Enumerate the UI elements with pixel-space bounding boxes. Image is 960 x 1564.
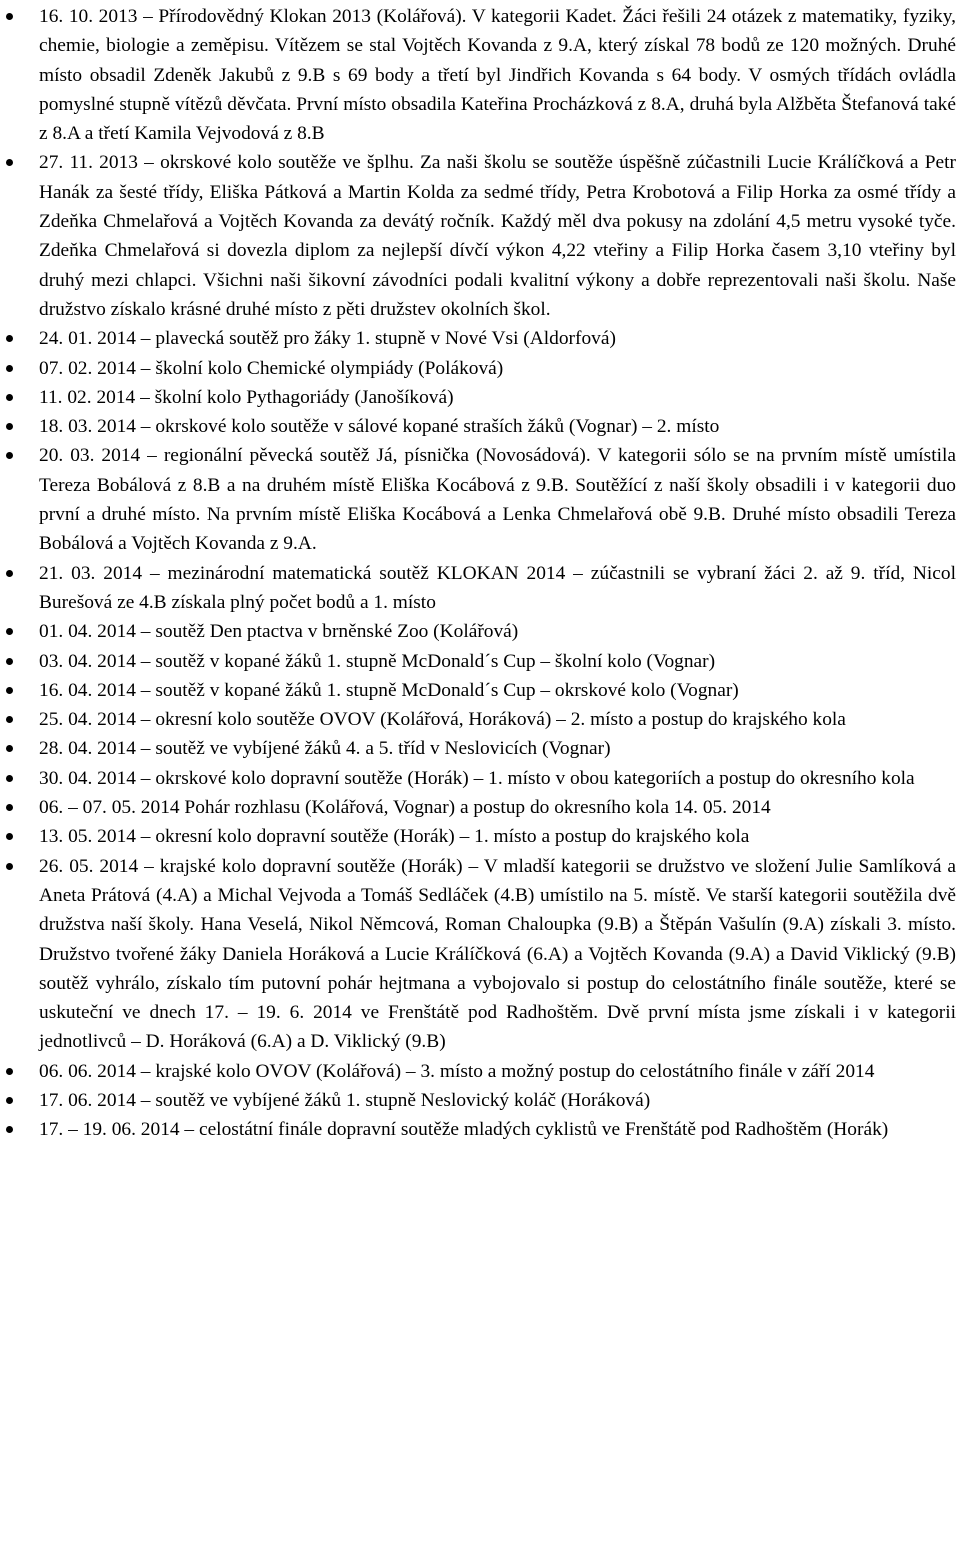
bullet-icon xyxy=(6,658,13,665)
bullet-icon xyxy=(6,745,13,752)
event-list xyxy=(0,2,960,1145)
list-item xyxy=(0,705,960,734)
list-item xyxy=(0,822,960,851)
list-item xyxy=(0,441,960,558)
list-item-text: 16. 04. 2014 – soutěž v kopané žáků 1. stupně McDonald´s Cup – okrskové kolo (Vognar) xyxy=(39,679,739,701)
list-item xyxy=(0,2,960,148)
list-item-text: 25. 04. 2014 – okresní kolo soutěže OVOV (Kolářová, Horáková) – 2. místo a postup do krajského kola xyxy=(39,709,846,731)
list-item-text: 27. 11. 2013 – okrskové kolo soutěže ve šplhu. Za naši školu se soutěže úspěšně zúčastnili Lucie Králíčková a Petr Hanák za šesté třídy, Eliška Pátková a Martin Kolda za sedmé třídy, Petra Krobotová a Filip Horka za osmé třídy a Zdeňka Chmelařová a Vojtěch Kovanda za devátý ročník. Každý měl dva pokusy na zdolání 4,5 metru vysoké tyče. Zdeňka Chmelařová si dovezla diplom za nejlepší dívčí výkon 4,22 vteřiny a Filip Horka časem 3,10 vteřiny byl druhý mezi chlapci. Všichni naši šikovní závodníci podali kvalitní výkony a dobře reprezentovali naši školu. Naše družstvo získalo krásné druhé místo z pěti družstev okolních škol. xyxy=(39,152,956,320)
list-item xyxy=(0,1086,960,1115)
list-item-text: 06. – 07. 05. 2014 Pohár rozhlasu (Kolářová, Vognar) a postup do okresního kola 14. 05. 2014 xyxy=(39,797,771,819)
list-item xyxy=(0,793,960,822)
list-item-text: 30. 04. 2014 – okrskové kolo dopravní soutěže (Horák) – 1. místo v obou kategoriích a postup do okresního kola xyxy=(39,767,915,789)
list-item-text: 24. 01. 2014 – plavecká soutěž pro žáky 1. stupně v Nové Vsi (Aldorfová) xyxy=(39,328,616,350)
bullet-icon xyxy=(6,1126,13,1133)
list-item xyxy=(0,354,960,383)
list-item xyxy=(0,676,960,705)
list-item-text: 18. 03. 2014 – okrskové kolo soutěže v sálové kopané straších žáků (Vognar) – 2. místo xyxy=(39,416,720,438)
list-item xyxy=(0,412,960,441)
list-item-text: 01. 04. 2014 – soutěž Den ptactva v brněnské Zoo (Kolářová) xyxy=(39,621,519,643)
bullet-icon xyxy=(6,863,13,870)
bullet-icon xyxy=(6,628,13,635)
bullet-icon xyxy=(6,159,13,166)
list-item-text: 26. 05. 2014 – krajské kolo dopravní soutěže (Horák) – V mladší kategorii se družstvo ve složení Julie Samlíková a Aneta Prátová (4.A) a Michal Vejvoda a Tomáš Sedláček (4.B) umístilo na 5. místě. Ve starší kategorii soutěžila dvě družstva naší školy. Hana Veselá, Nikol Němcová, Roman Chaloupka (9.B) a Štěpán Vašulín (9.A) získali 3. místo. Družstvo tvořené žáky Daniela Horáková a Lucie Králíčková (6.A) a Vojtěch Kovanda (9.A) a David Viklický (9.B) soutěž vyhrálo, získalo tím putovní pohár hejtmana a vybojovalo si postup do celostátního finále soutěže, které se uskuteční ve dnech 17. – 19. 6. 2014 ve Frenštátě pod Radhoštěm. Dvě první místa jsme získali i v kategorii jednotlivců – D. Horáková (6.A) a D. Viklický (9.B) xyxy=(39,855,956,1053)
list-item xyxy=(0,647,960,676)
bullet-icon xyxy=(6,1068,13,1075)
bullet-icon xyxy=(6,570,13,577)
list-item xyxy=(0,1057,960,1086)
list-item xyxy=(0,324,960,353)
list-item xyxy=(0,148,960,324)
list-item-text: 03. 04. 2014 – soutěž v kopané žáků 1. stupně McDonald´s Cup – školní kolo (Vognar) xyxy=(39,650,716,672)
bullet-icon xyxy=(6,13,13,20)
list-item-text: 17. 06. 2014 – soutěž ve vybíjené žáků 1. stupně Neslovický koláč (Horáková) xyxy=(39,1089,651,1111)
list-item-text: 16. 10. 2013 – Přírodovědný Klokan 2013 (Kolářová). V kategorii Kadet. Žáci řešili 24 otázek z matematiky, fyziky, chemie, biologie a zeměpisu. Vítězem se stal Vojtěch Kovanda z 9.A, který získal 78 bodů ze 120 možných. Druhé místo obsadil Zdeněk Jakubů z 9.B s 69 body a třetí byl Jindřich Kovanda s 64 body. V osmých třídách ovládla pomyslné stupně vítězů děvčata. První místo obsadila Kateřina Procházková z 8.A, druhá byla Alžběta Štefanová také z 8.A a třetí Kamila Vejvodová z 8.B xyxy=(39,6,956,145)
list-item-text: 13. 05. 2014 – okresní kolo dopravní soutěže (Horák) – 1. místo a postup do krajského kola xyxy=(39,826,750,848)
bullet-icon xyxy=(6,423,13,430)
bullet-icon xyxy=(6,452,13,459)
bullet-icon xyxy=(6,833,13,840)
list-item xyxy=(0,617,960,646)
bullet-icon xyxy=(6,1097,13,1104)
bullet-icon xyxy=(6,716,13,723)
bullet-icon xyxy=(6,394,13,401)
list-item-text: 11. 02. 2014 – školní kolo Pythagoriády (Janošíková) xyxy=(39,386,454,408)
list-item xyxy=(0,734,960,763)
bullet-icon xyxy=(6,335,13,342)
list-item xyxy=(0,559,960,618)
list-item-text: 28. 04. 2014 – soutěž ve vybíjené žáků 4. a 5. tříd v Neslovicích (Vognar) xyxy=(39,738,611,760)
list-item-text: 06. 06. 2014 – krajské kolo OVOV (Kolářová) – 3. místo a možný postup do celostátního finále v září 2014 xyxy=(39,1060,875,1082)
list-item xyxy=(0,1115,960,1144)
bullet-icon xyxy=(6,687,13,694)
list-item-text: 07. 02. 2014 – školní kolo Chemické olympiády (Poláková) xyxy=(39,357,504,379)
list-item-text: 21. 03. 2014 – mezinárodní matematická soutěž KLOKAN 2014 – zúčastnili se vybraní žáci 2. až 9. tříd, Nicol Burešová ze 4.B získala plný počet bodů a 1. místo xyxy=(39,562,956,613)
bullet-icon xyxy=(6,775,13,782)
list-item-text: 20. 03. 2014 – regionální pěvecká soutěž Já, písnička (Novosádová). V kategorii sólo se na prvním místě umístila Tereza Bobálová z 8.B a na druhém místě Eliška Kocábová z 9.B. Soutěžící z naší školy obsadili i v kategorii duo první a druhé místo. Na prvním místě Eliška Kocábová a Lenka Chmelařová obě 9.B. Druhé místo obsadili Tereza Bobálová a Vojtěch Kovanda z 9.A. xyxy=(39,445,956,555)
list-item xyxy=(0,764,960,793)
list-item xyxy=(0,383,960,412)
bullet-icon xyxy=(6,804,13,811)
list-item xyxy=(0,852,960,1057)
list-item-text: 17. – 19. 06. 2014 – celostátní finále dopravní soutěže mladých cyklistů ve Frenštátě pod Radhoštěm (Horák) xyxy=(39,1119,889,1141)
bullet-icon xyxy=(6,365,13,372)
